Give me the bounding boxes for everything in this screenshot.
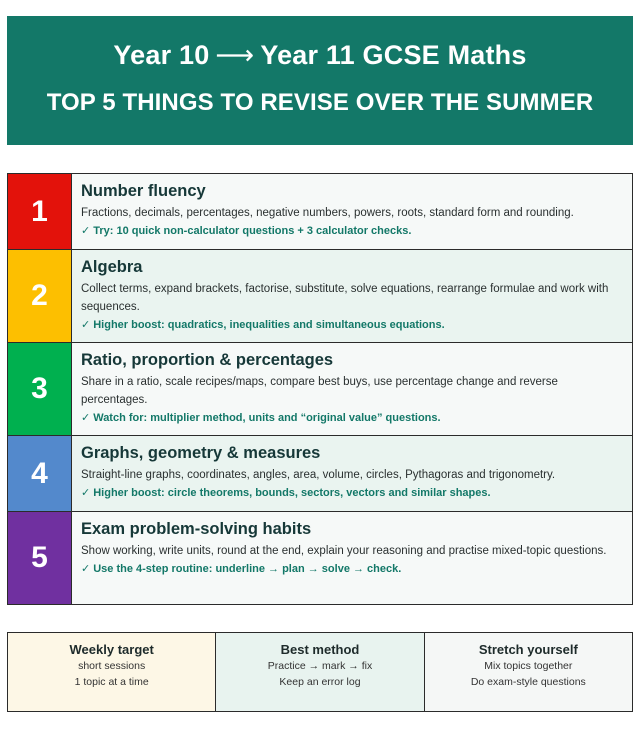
arrow-right-icon: ⟶ [215,40,255,70]
topic-row-4 [8,436,632,512]
topic-tip [81,486,622,501]
footer-column-best-method [215,633,423,711]
topic-number-4: 4 [8,436,72,511]
topic-title: Number fluency [81,182,206,200]
check-icon: ✓ [81,319,91,331]
topic-number-2: 2 [8,250,72,342]
topic-description: Collect terms, expand brackets, factorise, substitute, solve equations, rearrange formulae and work with sequences. [81,283,609,313]
check-icon: ✓ [81,563,91,575]
topic-number-3: 3 [8,343,72,435]
topic-title: Algebra [81,258,143,276]
topic-tip-text: Watch for: multiplier method, units and “original value” questions. [93,412,441,424]
topic-title: Ratio, proportion & percentages [81,351,334,369]
topic-content-1 [72,174,632,249]
check-icon: ✓ [81,412,91,424]
header-banner [7,16,633,145]
topic-description: Share in a ratio, scale recipes/maps, compare best buys, use percentage change and reverse percentages. [81,376,558,406]
topic-description: Show working, write units, round at the end, explain your reasoning and practise mixed-topic questions. [81,545,607,557]
topic-row-3 [8,343,632,436]
footer-column-line: Do exam-style questions [470,676,586,688]
title-from: Year 10 [113,40,210,70]
topic-content-2 [72,250,632,342]
topic-list [7,173,633,605]
check-icon: ✓ [81,487,91,499]
topic-number-5: 5 [8,512,72,604]
topic-tip-text: Try: 10 quick non-calculator questions + 3 calculator checks. [93,225,412,237]
page-title [7,40,633,71]
topic-tip [81,318,622,333]
topic-tip-text: Use the 4-step routine: underline → plan → solve → check. [93,563,402,575]
topic-tip-text: Higher boost: quadratics, inequalities and simultaneous equations. [93,319,445,331]
title-to: Year 11 GCSE Maths [260,40,527,70]
footer-column-line: Keep an error log [279,676,361,688]
footer-column-title: Stretch yourself [478,642,578,657]
footer-column-title: Best method [280,642,360,657]
footer-panel [7,632,633,712]
footer-column-line: short sessions [78,660,146,672]
topic-tip-text: Higher boost: circle theorems, bounds, sectors, vectors and similar shapes. [93,487,491,499]
topic-content-3 [72,343,632,435]
topic-content-5 [72,512,632,604]
topic-title: Exam problem-solving habits [81,520,312,538]
footer-column-line: 1 topic at a time [74,676,149,688]
footer-column-title: Weekly target [69,642,154,657]
topic-description: Straight-line graphs, coordinates, angles, area, volume, circles, Pythagoras and trigonometry. [81,469,556,481]
topic-title: Graphs, geometry & measures [81,444,321,462]
topic-tip [81,224,622,239]
check-icon: ✓ [81,225,91,237]
topic-tip [81,562,622,577]
page-subtitle: TOP 5 THINGS TO REVISE OVER THE SUMMER [46,89,594,116]
topic-row-2 [8,250,632,343]
footer-column-line: Mix topics together [484,660,573,672]
footer-column-weekly-target [8,633,215,711]
footer-column-line: Practice → mark → fix [267,660,373,672]
topic-number-1: 1 [8,174,72,249]
topic-row-1 [8,174,632,250]
topic-row-5 [8,512,632,604]
topic-description: Fractions, decimals, percentages, negative numbers, powers, roots, standard form and rounding. [81,207,574,219]
topic-tip [81,411,622,426]
topic-content-4 [72,436,632,511]
footer-column-stretch-yourself [424,633,632,711]
